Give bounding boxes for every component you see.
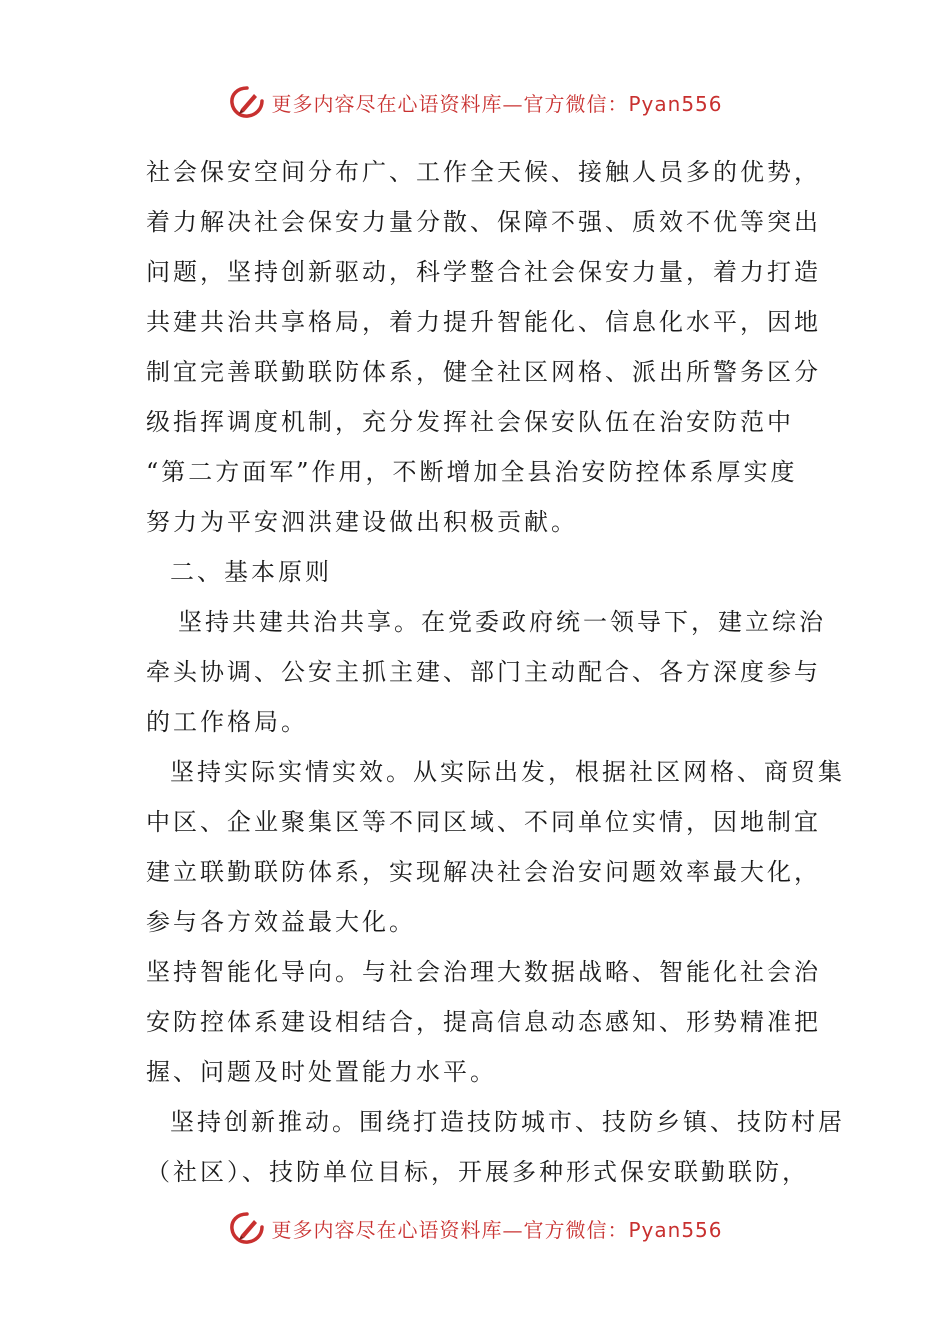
body-line: 问题，坚持创新驱动，科学整合社会保安力量，着力打造	[146, 258, 821, 286]
watermark-text: 更多内容尽在心语资料库—官方微信：Pyan556	[271, 1217, 723, 1242]
body-line: 安防控体系建设相结合，提高信息动态感知、形势精准把	[146, 1008, 821, 1036]
pen-logo-icon	[227, 1208, 267, 1248]
body-line: 握、问题及时处置能力水平。	[146, 1058, 497, 1086]
body-line: 着力解决社会保安力量分散、保障不强、质效不优等突出	[146, 208, 821, 236]
body-line: “第二方面军”作用，不断增加全县治安防控体系厚实度	[146, 458, 798, 486]
body-line: 牵头协调、公安主抓主建、部门主动配合、各方深度参与	[146, 658, 821, 686]
body-line: （社区）、技防单位目标，开展多种形式保安联勤联防，	[146, 1158, 809, 1186]
body-line: 的工作格局。	[146, 708, 308, 736]
watermark-text: 更多内容尽在心语资料库—官方微信：Pyan556	[271, 91, 723, 116]
body-line: 参与各方效益最大化。	[146, 908, 416, 936]
section-heading: 二、基本原则	[170, 558, 332, 586]
pen-logo-icon	[227, 82, 267, 122]
footer-watermark-banner	[0, 1206, 950, 1250]
body-line: 努力为平安泗洪建设做出积极贡献。	[146, 508, 578, 536]
body-line: 级指挥调度机制，充分发挥社会保安队伍在治安防范中	[146, 408, 794, 436]
body-line: 坚持智能化导向。与社会治理大数据战略、智能化社会治	[146, 958, 821, 986]
body-line: 共建共治共享格局，着力提升智能化、信息化水平，因地	[146, 308, 821, 336]
body-line: 社会保安空间分布广、工作全天候、接触人员多的优势，	[146, 158, 821, 186]
body-line: 坚持实际实情实效。从实际出发，根据社区网格、商贸集	[170, 758, 845, 786]
document-body	[146, 147, 845, 1197]
body-line: 制宜完善联勤联防体系，健全社区网格、派出所警务区分	[146, 358, 821, 386]
body-line: 坚持创新推动。围绕打造技防城市、技防乡镇、技防村居	[170, 1108, 845, 1136]
body-line: 坚持共建共治共享。在党委政府统一领导下，建立综治	[178, 608, 826, 636]
body-line: 建立联勤联防体系，实现解决社会治安问题效率最大化，	[146, 858, 821, 886]
header-watermark-banner	[0, 80, 950, 124]
body-line: 中区、企业聚集区等不同区域、不同单位实情，因地制宜	[146, 808, 821, 836]
